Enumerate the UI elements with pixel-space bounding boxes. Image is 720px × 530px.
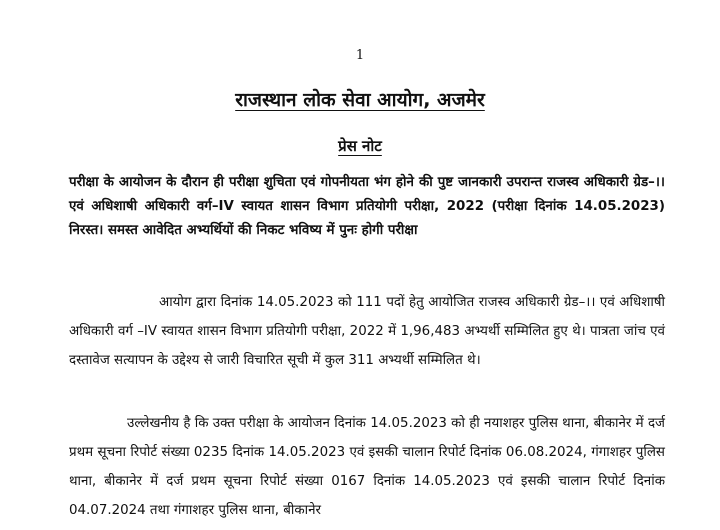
organization-title bbox=[0, 86, 720, 112]
body-paragraph-2 bbox=[69, 409, 665, 525]
body-paragraph-1-text: आयोग द्वारा दिनांक 14.05.2023 को 111 पदों हेतु आयोजित राजस्व अधिकारी ग्रेड–।। एवं अधिशाषी अधिकारी वर्ग –IV स्वायत शासन विभाग प्रतियोगी परीक्षा, 2022 में 1,96,483 अभ्यर्थी सम्मिलित हुए थे। पात्रता जांच एवं दस्तावेज सत्यापन के उद्देश्य से जारी विचारित सूची में कुल 311 अभ्यर्थी सम्मिलित थे। bbox=[69, 295, 665, 368]
subject-paragraph: परीक्षा के आयोजन के दौरान ही परीक्षा शुचिता एवं गोपनीयता भंग होने की पुष्ट जानकारी उपरान्त राजस्व अधिकारी ग्रेड–।। एवं अधिशाषी अधिकारी वर्ग–IV स्वायत शासन विभाग प्रतियोगी परीक्षा, 2022 (परीक्षा दिनांक 14.05.2023) निरस्त। समस्त आवेदित अभ्यर्थियों की निकट भविष्य में पुनः होगी परीक्षा bbox=[69, 175, 665, 238]
body-paragraph-2-text: उल्लेखनीय है कि उक्त परीक्षा के आयोजन दिनांक 14.05.2023 को ही नयाशहर पुलिस थाना, बीकानेर में दर्ज प्रथम सूचना रिपोर्ट संख्या 0235 दिनांक 14.05.2023 एवं इसकी चालान रिपोर्ट दिनांक 06.08.2024, गंगाशहर पुलिस थाना, बीकानेर में दर्ज प्रथम सूचना रिपोर्ट संख्या 0167 दिनांक 14.05.2023 एवं इसकी चालान रिपोर्ट दिनांक 04.07.2024 तथा गंगाशहर पुलिस थाना, बीकानेर bbox=[69, 416, 665, 518]
body-paragraph-1 bbox=[69, 288, 665, 375]
press-note-text: प्रेस नोट bbox=[338, 137, 382, 155]
press-note-heading bbox=[0, 136, 720, 156]
organization-title-text: राजस्थान लोक सेवा आयोग, अजमेर bbox=[235, 89, 485, 111]
page-number: 1 bbox=[355, 48, 365, 63]
